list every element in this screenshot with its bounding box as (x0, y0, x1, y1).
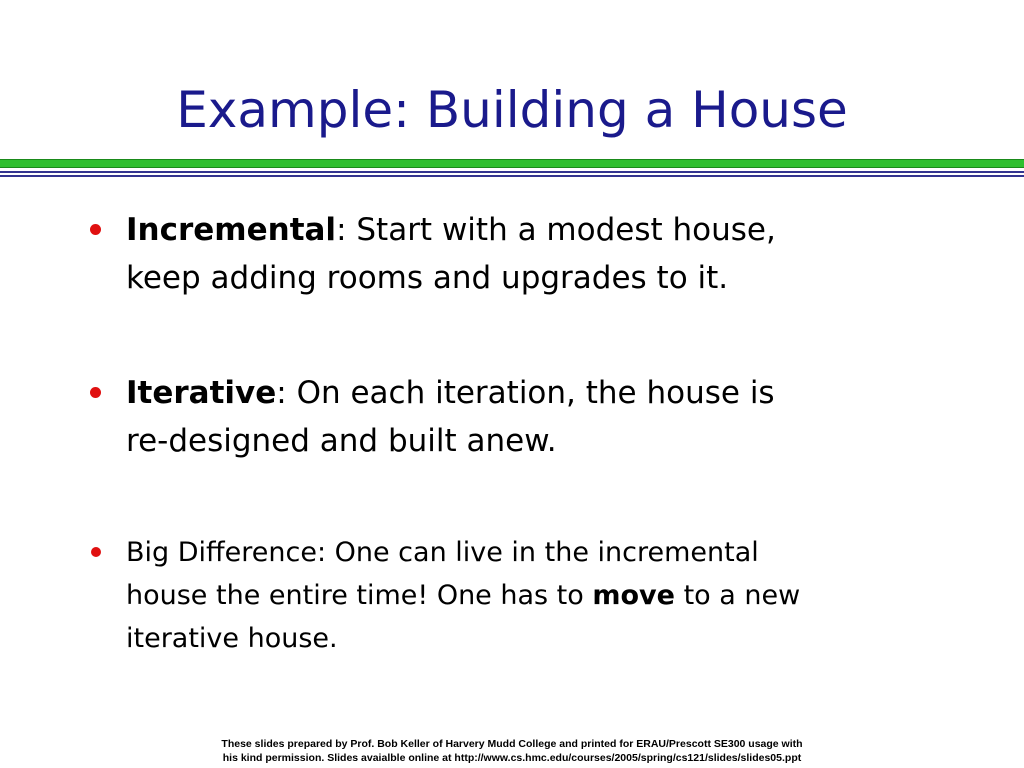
bullet-line-3: iterative house. (126, 623, 338, 654)
bullet-line-1 (126, 206, 926, 254)
bullet-lead-rest: : On each iteration, the house is (276, 375, 775, 411)
bullet-line-2 (126, 574, 926, 617)
footer-line-2: his kind permission. Slides avaialble online at http://www.cs.hmc.edu/courses/2005/spring/cs121/slides/slides05.ppt (222, 752, 802, 764)
bullet-lead-rest: : Start with a modest house, (336, 212, 776, 248)
bullet-text (126, 369, 926, 465)
bullet-line-2: re-designed and built anew. (126, 423, 557, 459)
bullet-emphasis-move: move (592, 580, 675, 611)
footer-line-1: These slides prepared by Prof. Bob Keller of Harvery Mudd College and printed for ERAU/Prescott SE300 usage with (221, 738, 803, 750)
bullet-text (126, 206, 926, 302)
bullet-line-2: keep adding rooms and upgrades to it. (126, 260, 729, 296)
bullet-line-1 (126, 369, 926, 417)
bullet-line-1: Big Difference: One can live in the incremental (126, 537, 759, 568)
slide-footer (0, 737, 1024, 765)
bullet-dot-icon (90, 224, 101, 235)
bullet-dot-icon (90, 387, 101, 398)
bullet-text (126, 531, 926, 660)
bullet-line-2-after: to a new (674, 580, 801, 611)
bullet-line-2-before: house the entire time! One has to (126, 580, 593, 611)
bullet-lead-term: Incremental (126, 212, 337, 248)
bullet-lead-term: Iterative (126, 375, 277, 411)
bullet-dot-icon (91, 547, 101, 557)
slide-title: Example: Building a House (176, 81, 848, 139)
